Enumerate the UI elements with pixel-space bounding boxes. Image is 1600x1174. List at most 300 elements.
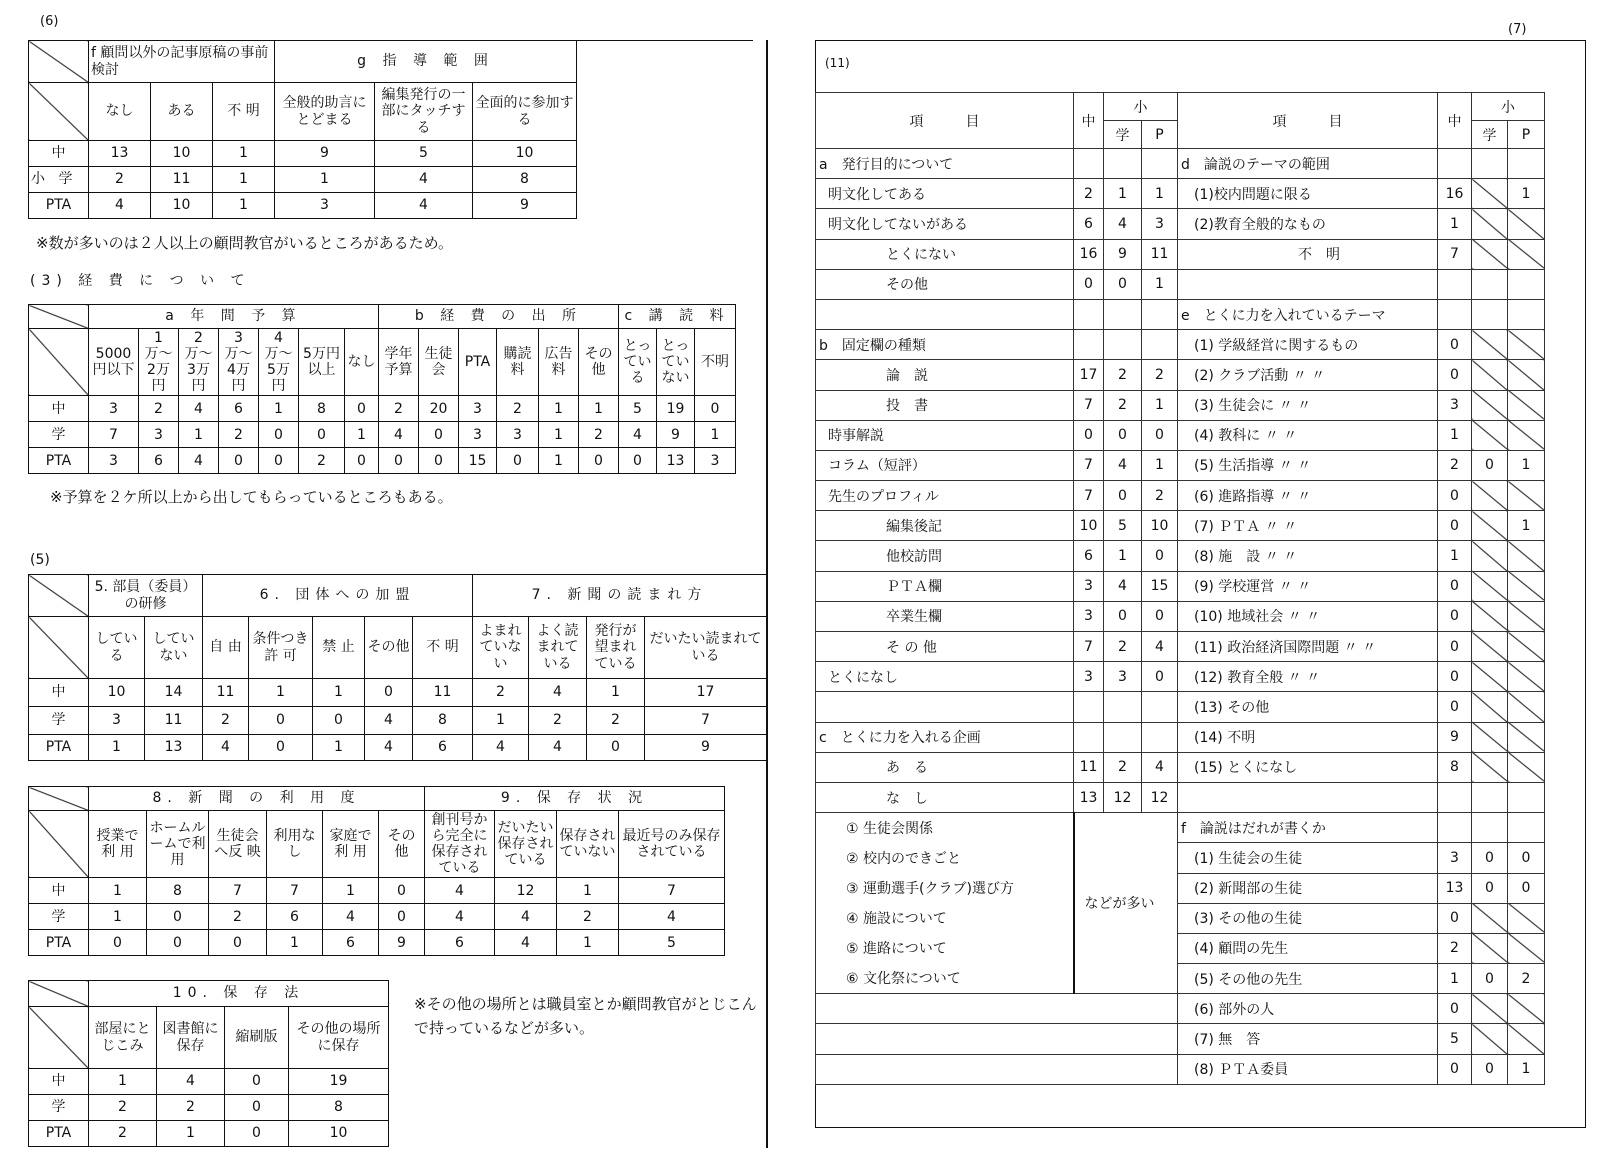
col-header: 生徒会へ反 映 bbox=[209, 811, 267, 878]
diag-cell bbox=[29, 811, 89, 878]
row-label bbox=[1178, 269, 1438, 299]
table-11 bbox=[815, 92, 1545, 1085]
table-cell: 10 bbox=[151, 141, 213, 167]
col-header: 図書館に保存 bbox=[157, 1007, 225, 1069]
table-cell: 8 bbox=[1438, 752, 1472, 782]
group-6-header: 6. 団体への加盟 bbox=[203, 575, 473, 617]
note-advisors: ※数が多いのは２人以上の顧問教官がいるところがあるため。 bbox=[36, 234, 453, 252]
table-cell bbox=[1438, 813, 1472, 843]
table-cell: 0 bbox=[1142, 662, 1178, 692]
table-cell: 6 bbox=[413, 735, 473, 761]
group-5-header: 5. 部員（委員）の研修 bbox=[89, 575, 203, 617]
row-label: 不 明 bbox=[1178, 239, 1438, 269]
table-cell: 15 bbox=[1142, 571, 1178, 601]
table-cell: 0 bbox=[619, 448, 657, 474]
row-label: PTA bbox=[29, 448, 89, 474]
table-row bbox=[816, 179, 1545, 209]
table-cell: 0 bbox=[1438, 330, 1472, 360]
table-cell: 1 bbox=[539, 448, 579, 474]
col-header: 利用なし bbox=[267, 811, 323, 878]
table-cell: 0 bbox=[379, 448, 419, 474]
table-cell: 1 bbox=[89, 1069, 157, 1095]
row-label: とくにない bbox=[816, 239, 1074, 269]
table-cell: 3 bbox=[139, 422, 179, 448]
row-label: (2)教育全般的なもの bbox=[1178, 209, 1438, 239]
table-cell bbox=[1472, 420, 1508, 450]
table-cell: 0 bbox=[1508, 843, 1545, 873]
table-cell: 1 bbox=[1104, 179, 1142, 209]
row-label: ⑤ 進路について bbox=[816, 933, 1074, 963]
table-cell: 2 bbox=[1104, 390, 1142, 420]
table-cell: 1 bbox=[579, 396, 619, 422]
diag-cell bbox=[29, 1007, 89, 1069]
table-cell: 6 bbox=[1074, 209, 1104, 239]
col-header: ホームルームで利 用 bbox=[147, 811, 209, 878]
table-cell: 4 bbox=[495, 904, 557, 930]
item-header: 項 目 bbox=[816, 93, 1074, 149]
table-cell: 2 bbox=[219, 422, 259, 448]
diag-cell bbox=[29, 329, 89, 396]
table-cell bbox=[1508, 330, 1545, 360]
table-cell: 2 bbox=[89, 1095, 157, 1121]
table-cell: 1 bbox=[1438, 541, 1472, 571]
table-cell: 5 bbox=[619, 930, 725, 956]
table-cell bbox=[1142, 692, 1178, 722]
table-cell: 1 bbox=[89, 735, 145, 761]
table-cell bbox=[1472, 782, 1508, 812]
table-cell: 4 bbox=[619, 904, 725, 930]
row-label: 学 bbox=[29, 1095, 89, 1121]
col-header: 4万〜5万円 bbox=[259, 329, 299, 396]
table-cell bbox=[1508, 360, 1545, 390]
row-label: あ る bbox=[816, 752, 1074, 782]
table-cell bbox=[1472, 541, 1508, 571]
table-cell: 0 bbox=[1438, 481, 1472, 511]
table-cell: 13 bbox=[89, 141, 151, 167]
col-header: ある bbox=[151, 83, 213, 141]
table-cell: 3 bbox=[459, 396, 497, 422]
table-cell: 1 bbox=[313, 735, 365, 761]
row-label: PTA bbox=[29, 735, 89, 761]
table-cell: 2 bbox=[579, 422, 619, 448]
table-cell: 0 bbox=[1074, 269, 1104, 299]
table-cell bbox=[1508, 209, 1545, 239]
table-cell bbox=[1142, 722, 1178, 752]
table-cell bbox=[1104, 299, 1142, 329]
row-label: (15) とくになし bbox=[1178, 752, 1438, 782]
table-row bbox=[816, 933, 1545, 963]
row-label: ③ 運動選手(クラブ)選び方 bbox=[816, 873, 1074, 903]
row-label: (1) 生徒会の生徒 bbox=[1178, 843, 1438, 873]
table-cell: 15 bbox=[459, 448, 497, 474]
table-cell: 1 bbox=[1438, 420, 1472, 450]
table-cell bbox=[1508, 632, 1545, 662]
section-3-title: (3) 経 費 に つ い て bbox=[30, 273, 251, 289]
table-cell: 1 bbox=[1508, 1054, 1545, 1084]
col-header: 編集発行の一部にタッチする bbox=[375, 83, 473, 141]
table-cell bbox=[1508, 662, 1545, 692]
table-cell: 0 bbox=[225, 1069, 289, 1095]
table-cell: 6 bbox=[1074, 541, 1104, 571]
table-cell: 0 bbox=[1438, 1054, 1472, 1084]
table-row bbox=[816, 1054, 1545, 1084]
table-cell: 10 bbox=[473, 141, 577, 167]
table-cell: 13 bbox=[1074, 782, 1104, 812]
table-cell bbox=[1472, 179, 1508, 209]
chu-header: 中 bbox=[1074, 93, 1104, 149]
table-cell bbox=[1074, 692, 1104, 722]
table-cell: 19 bbox=[289, 1069, 389, 1095]
table-cell: 10 bbox=[1142, 511, 1178, 541]
table-row bbox=[816, 994, 1545, 1024]
table-cell bbox=[1508, 692, 1545, 722]
row-label: (11) 政治経済国際問題 〃 〃 bbox=[1178, 632, 1438, 662]
table-cell: 3 bbox=[1074, 662, 1104, 692]
table-cell: 0 bbox=[1472, 873, 1508, 903]
row-label: (14) 不明 bbox=[1178, 722, 1438, 752]
group-b-header: b 経 費 の 出 所 bbox=[379, 305, 619, 329]
table-cell bbox=[1472, 994, 1508, 1024]
table-cell: 3 bbox=[695, 448, 736, 474]
row-label: (7) ＰＴＡ 〃 〃 bbox=[1178, 511, 1438, 541]
table-cell: 2 bbox=[1142, 360, 1178, 390]
row-label: e とくに力を入れているテーマ bbox=[1178, 299, 1438, 329]
table-cell: 1 bbox=[539, 396, 579, 422]
table-cell: 0 bbox=[1508, 873, 1545, 903]
row-label: b 固定欄の種類 bbox=[816, 330, 1074, 360]
col-header: なし bbox=[89, 83, 151, 141]
table-cell: 0 bbox=[365, 679, 413, 707]
table-cell: 13 bbox=[145, 735, 203, 761]
table-cell bbox=[1508, 481, 1545, 511]
row-label: (1) 学級経営に関するもの bbox=[1178, 330, 1438, 360]
row-label: PTA bbox=[29, 1121, 89, 1147]
table-cell bbox=[1508, 1024, 1545, 1054]
section-5-title: (5) bbox=[30, 552, 50, 568]
table-cell: 2 bbox=[209, 904, 267, 930]
col-header: 禁 止 bbox=[313, 617, 365, 679]
table-cell: 0 bbox=[225, 1121, 289, 1147]
table-cell: 7 bbox=[1074, 450, 1104, 480]
row-label: 先生のプロフィル bbox=[816, 481, 1074, 511]
table-row bbox=[816, 511, 1545, 541]
table-cell bbox=[1074, 722, 1104, 752]
table-cell: 4 bbox=[323, 904, 379, 930]
table-cell: 8 bbox=[413, 707, 473, 735]
table-cell: 1 bbox=[267, 930, 323, 956]
row-label: d 論説のテーマの範囲 bbox=[1178, 149, 1438, 179]
col-header: その他 bbox=[379, 811, 425, 878]
table-cell: 9 bbox=[473, 193, 577, 219]
row-label: (4) 顧問の先生 bbox=[1178, 933, 1438, 963]
table-cell: 4 bbox=[365, 735, 413, 761]
table-row bbox=[816, 269, 1545, 299]
table-cell: 0 bbox=[147, 904, 209, 930]
col-header: だいたい保存されている bbox=[495, 811, 557, 878]
table-cell: 7 bbox=[89, 422, 139, 448]
table-cell bbox=[1508, 813, 1545, 843]
table-cell bbox=[1472, 752, 1508, 782]
table-cell: 9 bbox=[1104, 239, 1142, 269]
table-cell: 4 bbox=[529, 679, 587, 707]
table-cell bbox=[1472, 209, 1508, 239]
table-cell: 1 bbox=[1508, 179, 1545, 209]
col-header: とっている bbox=[619, 329, 657, 396]
gaku-header: 学 bbox=[1472, 121, 1508, 149]
table-cell: 9 bbox=[379, 930, 425, 956]
table-cell: 4 bbox=[179, 396, 219, 422]
table-cell: 16 bbox=[1438, 179, 1472, 209]
row-label: (2) 新聞部の生徒 bbox=[1178, 873, 1438, 903]
table-cell: 1 bbox=[157, 1121, 225, 1147]
table-cell bbox=[1472, 601, 1508, 631]
table-cell: 17 bbox=[1074, 360, 1104, 390]
table-cell: 2 bbox=[89, 167, 151, 193]
table-cell: 1 bbox=[1142, 179, 1178, 209]
table-567 bbox=[28, 574, 767, 761]
col-header: その他 bbox=[579, 329, 619, 396]
row-label: ＰＴＡ欄 bbox=[816, 571, 1074, 601]
table-cell: 0 bbox=[1472, 1054, 1508, 1084]
table-cell: 3 bbox=[497, 422, 539, 448]
table-cell: 0 bbox=[259, 448, 299, 474]
table-cell: 0 bbox=[587, 735, 645, 761]
table-row bbox=[816, 632, 1545, 662]
row-label: (10) 地域社会 〃 〃 bbox=[1178, 601, 1438, 631]
col-header: 5万円以上 bbox=[299, 329, 345, 396]
table-cell: 1 bbox=[1438, 964, 1472, 994]
table-cell bbox=[1142, 149, 1178, 179]
table-cell: 3 bbox=[275, 193, 375, 219]
p-header: P bbox=[1142, 121, 1178, 149]
table-cell: 0 bbox=[1142, 420, 1178, 450]
table-cell bbox=[1472, 933, 1508, 963]
table-cell: 3 bbox=[1142, 209, 1178, 239]
table-row bbox=[816, 722, 1545, 752]
table-cell: 0 bbox=[579, 448, 619, 474]
row-label: a 発行目的について bbox=[816, 149, 1074, 179]
row-label bbox=[816, 299, 1074, 329]
table-row bbox=[816, 571, 1545, 601]
item-header: 項 目 bbox=[1178, 93, 1438, 149]
table-row bbox=[816, 541, 1545, 571]
table-cell bbox=[1508, 933, 1545, 963]
table-row bbox=[816, 1024, 1545, 1054]
col-header: その他 bbox=[365, 617, 413, 679]
table-cell: 0 bbox=[259, 422, 299, 448]
table-budget bbox=[28, 304, 736, 474]
table-cell bbox=[1472, 299, 1508, 329]
table-row bbox=[816, 420, 1545, 450]
table-cell: 0 bbox=[1472, 843, 1508, 873]
row-label: (1)校内問題に限る bbox=[1178, 179, 1438, 209]
table-row bbox=[816, 662, 1545, 692]
table-cell: 12 bbox=[1104, 782, 1142, 812]
row-label: ① 生徒会関係 bbox=[816, 813, 1074, 843]
col-header: 自 由 bbox=[203, 617, 249, 679]
left-page-number: (6) bbox=[40, 14, 59, 29]
table-cell: 6 bbox=[267, 904, 323, 930]
table-cell bbox=[1142, 299, 1178, 329]
col-header: 広告料 bbox=[539, 329, 579, 396]
group-8-header: 8. 新 聞 の 利 用 度 bbox=[89, 787, 425, 811]
table-cell bbox=[1508, 299, 1545, 329]
table-cell: 6 bbox=[139, 448, 179, 474]
row-label: 中 bbox=[29, 141, 89, 167]
table-f-g bbox=[28, 40, 753, 219]
table-cell: 1 bbox=[213, 167, 275, 193]
table-cell: 1 bbox=[1142, 269, 1178, 299]
table-cell: 3 bbox=[1438, 843, 1472, 873]
note-storage: ※その他の場所とは職員室とか顧問教官がとじこんで持っているなどが多い。 bbox=[414, 995, 757, 1037]
col-header: 保存されていない bbox=[557, 811, 619, 878]
col-header: 家庭で利 用 bbox=[323, 811, 379, 878]
table-cell: 2 bbox=[1104, 632, 1142, 662]
table-89 bbox=[28, 786, 725, 956]
row-label: そ の 他 bbox=[816, 632, 1074, 662]
table-cell: 3 bbox=[1074, 571, 1104, 601]
table-cell: 0 bbox=[379, 878, 425, 904]
table-cell: 1 bbox=[1142, 390, 1178, 420]
table-cell bbox=[1508, 149, 1545, 179]
row-label: (8) 施 設 〃 〃 bbox=[1178, 541, 1438, 571]
row-label: PTA bbox=[29, 193, 89, 219]
table-cell: 2 bbox=[1438, 933, 1472, 963]
table-cell bbox=[1472, 632, 1508, 662]
table-cell: 12 bbox=[1142, 782, 1178, 812]
table-cell: 2 bbox=[1104, 752, 1142, 782]
table-cell: 3 bbox=[1074, 601, 1104, 631]
table-row bbox=[816, 390, 1545, 420]
table-cell: 16 bbox=[1074, 239, 1104, 269]
table-cell: 0 bbox=[345, 396, 379, 422]
table-cell: 0 bbox=[219, 448, 259, 474]
table-cell: 7 bbox=[209, 878, 267, 904]
row-label: な し bbox=[816, 782, 1074, 812]
table-cell: 0 bbox=[1472, 964, 1508, 994]
table-cell bbox=[1508, 752, 1545, 782]
table-cell: 2 bbox=[157, 1095, 225, 1121]
col-header: 縮刷版 bbox=[225, 1007, 289, 1069]
table-cell bbox=[1508, 269, 1545, 299]
table-cell: 1 bbox=[539, 422, 579, 448]
table-cell: 9 bbox=[275, 141, 375, 167]
row-label: 明文化してないがある bbox=[816, 209, 1074, 239]
table-cell: 0 bbox=[1438, 632, 1472, 662]
row-label: (6) 進路指導 〃 〃 bbox=[1178, 481, 1438, 511]
row-label: 明文化してある bbox=[816, 179, 1074, 209]
table-cell: 2 bbox=[1438, 450, 1472, 480]
table-cell: 1 bbox=[1508, 450, 1545, 480]
table-cell: 5 bbox=[1104, 511, 1142, 541]
table-cell bbox=[1104, 692, 1142, 722]
table-cell: 11 bbox=[1142, 239, 1178, 269]
table-cell bbox=[1438, 149, 1472, 179]
brace-note: などが多い bbox=[1074, 813, 1178, 994]
table-cell: 4 bbox=[365, 707, 413, 735]
table-cell: 7 bbox=[645, 707, 767, 735]
right-page-number: (7) bbox=[1508, 22, 1527, 37]
row-label: 他校訪問 bbox=[816, 541, 1074, 571]
col-header: とっていない bbox=[657, 329, 695, 396]
table-cell: 1 bbox=[275, 167, 375, 193]
table-cell: 1 bbox=[179, 422, 219, 448]
table-cell: 13 bbox=[1438, 873, 1472, 903]
table-cell: 2 bbox=[139, 396, 179, 422]
table-row bbox=[816, 450, 1545, 480]
diag-cell bbox=[29, 617, 89, 679]
table-cell: 10 bbox=[289, 1121, 389, 1147]
table-cell: 6 bbox=[219, 396, 259, 422]
table-cell: 1 bbox=[557, 930, 619, 956]
group-g-header: g 指 導 範 囲 bbox=[275, 41, 577, 83]
row-label: ④ 施設について bbox=[816, 903, 1074, 933]
table-cell: 8 bbox=[289, 1095, 389, 1121]
table-cell bbox=[1074, 330, 1104, 360]
row-label: (12) 教育全般 〃 〃 bbox=[1178, 662, 1438, 692]
p-header: P bbox=[1508, 121, 1545, 149]
row-label bbox=[816, 692, 1074, 722]
col-header: 最近号のみ保存されている bbox=[619, 811, 725, 878]
table-cell bbox=[1104, 722, 1142, 752]
col-header: その他の場所に保存 bbox=[289, 1007, 389, 1069]
table-cell: 2 bbox=[203, 707, 249, 735]
table-cell: 4 bbox=[495, 930, 557, 956]
row-label: (7) 無 答 bbox=[1178, 1024, 1438, 1054]
table-cell: 1 bbox=[89, 878, 147, 904]
row-label: (8) ＰＴＡ委員 bbox=[1178, 1054, 1438, 1084]
table-cell: 0 bbox=[1438, 511, 1472, 541]
row-label: 投 書 bbox=[816, 390, 1074, 420]
table-cell: 3 bbox=[459, 422, 497, 448]
table-10 bbox=[28, 980, 389, 1147]
col-header: 不明 bbox=[695, 329, 736, 396]
table-cell: 1 bbox=[313, 679, 365, 707]
table-cell: 4 bbox=[1104, 571, 1142, 601]
group-7-header: 7. 新聞の読まれ方 bbox=[473, 575, 767, 617]
table-row bbox=[816, 299, 1545, 329]
table-cell: 4 bbox=[1104, 450, 1142, 480]
table-row bbox=[816, 360, 1545, 390]
note-budget: ※予算を２ケ所以上から出してもらっているところもある。 bbox=[50, 488, 453, 506]
table-cell: 5 bbox=[619, 396, 657, 422]
table-cell: 0 bbox=[1104, 481, 1142, 511]
col-header: 学年予算 bbox=[379, 329, 419, 396]
gaku-header: 学 bbox=[1104, 121, 1142, 149]
table-cell bbox=[1472, 360, 1508, 390]
table-cell bbox=[1472, 390, 1508, 420]
table-cell: 9 bbox=[657, 422, 695, 448]
table-cell: 0 bbox=[1438, 994, 1472, 1024]
row-label: 編集後記 bbox=[816, 511, 1074, 541]
table-row bbox=[816, 903, 1545, 933]
table-cell: 2 bbox=[1142, 481, 1178, 511]
table-cell: 7 bbox=[267, 878, 323, 904]
table-cell: 3 bbox=[89, 396, 139, 422]
table-cell bbox=[1074, 299, 1104, 329]
section-11-title: (11) bbox=[825, 56, 850, 70]
table-cell: 7 bbox=[1074, 390, 1104, 420]
group-c-header: c 講 読 料 bbox=[619, 305, 736, 329]
table-cell: 0 bbox=[497, 448, 539, 474]
table-cell: 11 bbox=[413, 679, 473, 707]
table-cell: 11 bbox=[203, 679, 249, 707]
table-cell: 4 bbox=[1142, 632, 1178, 662]
table-row bbox=[816, 209, 1545, 239]
col-header: している bbox=[89, 617, 145, 679]
table-cell: 7 bbox=[619, 878, 725, 904]
table-cell: 19 bbox=[657, 396, 695, 422]
